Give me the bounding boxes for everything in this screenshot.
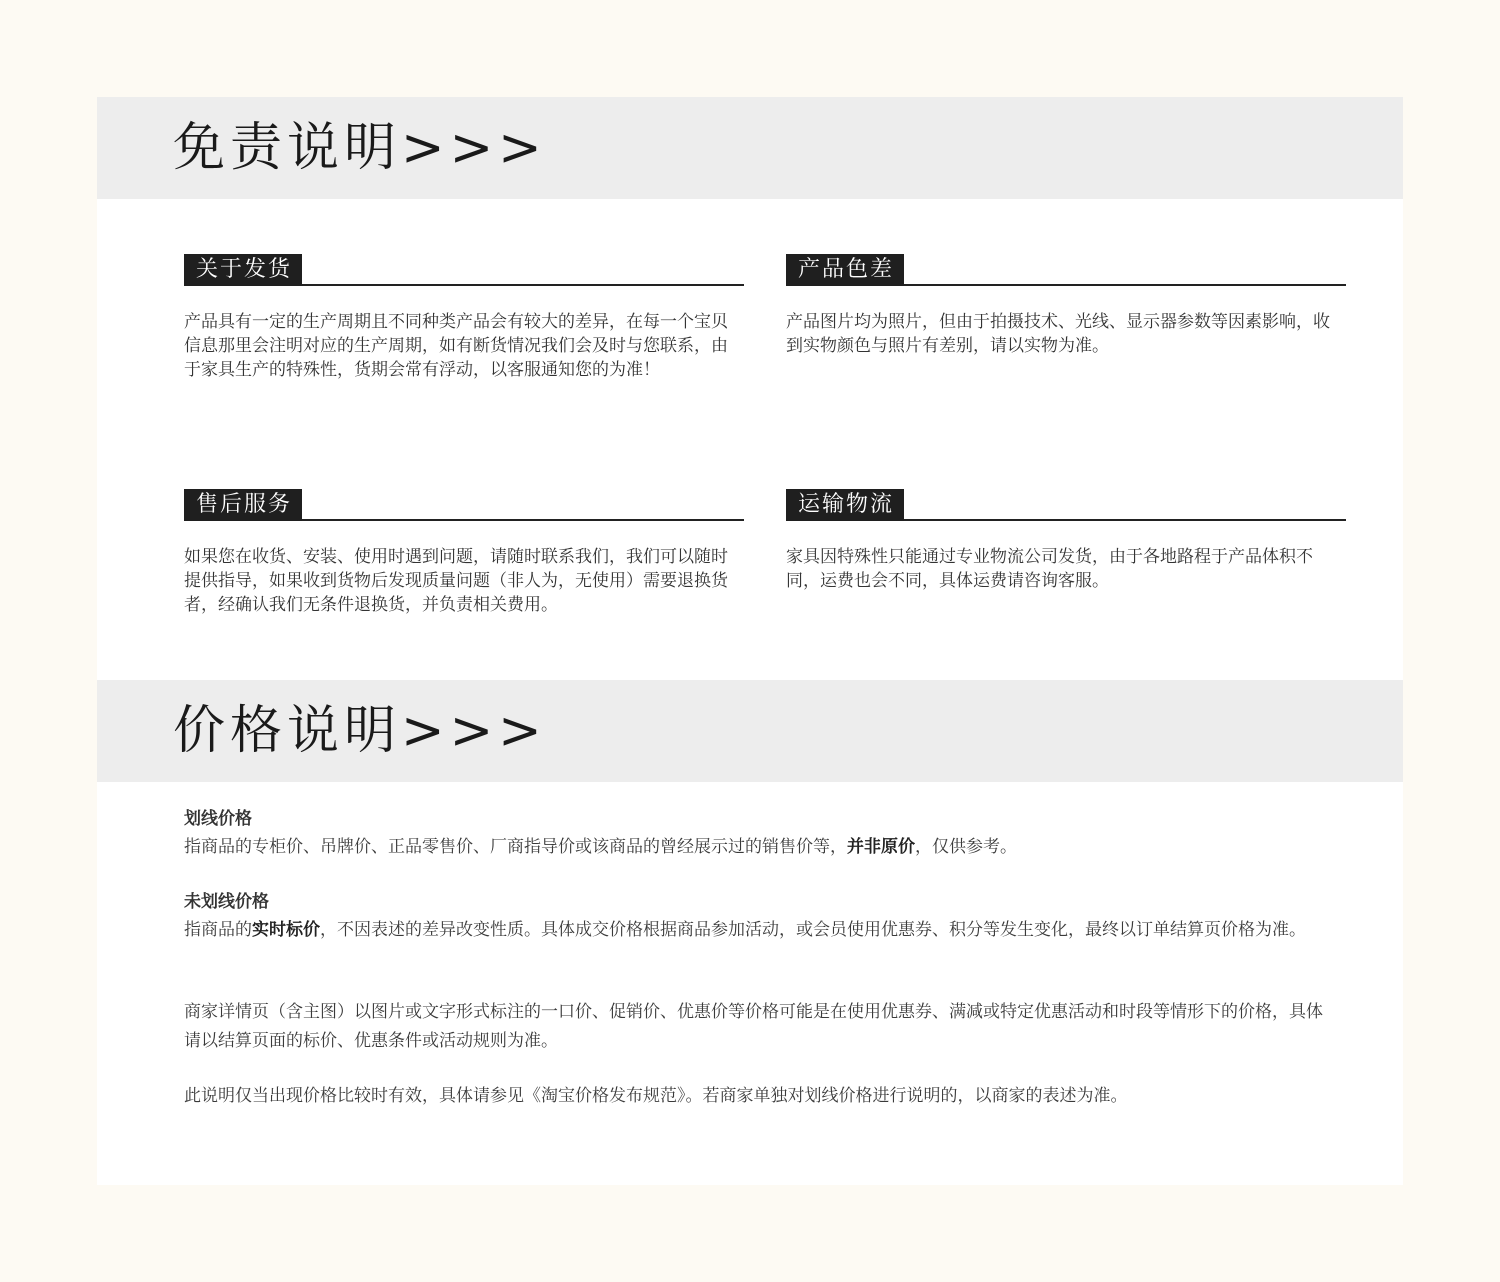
content-card	[97, 97, 1403, 1185]
price-header	[97, 680, 1403, 782]
logistics-text: 家具因特殊性只能通过专业物流公司发货，由于各地路程于产品体积不同，运费也会不同，具体运费请咨询客服。	[786, 547, 1313, 591]
price-title: 价格说明>>>	[173, 701, 547, 761]
color-difference-section-header	[786, 252, 1346, 286]
shipping-section-header	[184, 252, 744, 286]
color-difference-text: 产品图片均为照片，但由于拍摄技术、光线、显示器参数等因素影响，收到实物颜色与照片有差别，请以实物为准。	[786, 312, 1330, 356]
after-sales-tag: 售后服务	[184, 489, 302, 521]
disclaimer-title: 免责说明>>>	[173, 118, 547, 178]
realtime-price-emphasis: 实时标价	[252, 920, 320, 940]
merchant-price-block	[184, 998, 1334, 1056]
not-original-price-emphasis: 并非原价	[847, 837, 915, 857]
after-sales-section-header	[184, 487, 744, 521]
logistics-section-header	[786, 487, 1346, 521]
strikethrough-text-b: ，仅供参考。	[915, 837, 1017, 857]
logistics-tag: 运输物流	[786, 489, 904, 521]
color-difference-tag: 产品色差	[786, 254, 904, 286]
after-sales-section	[184, 487, 744, 617]
shipping-tag: 关于发货	[184, 254, 302, 286]
price-note-block	[184, 1082, 1334, 1111]
non-strikethrough-text	[184, 916, 1334, 945]
non-strikethrough-text-b: ，不因表述的差异改变性质。具体成交价格根据商品参加活动，或会员使用优惠券、积分等发生变化，最终以订单结算页价格为准。	[320, 920, 1306, 940]
after-sales-text: 如果您在收货、安装、使用时遇到问题，请随时联系我们，我们可以随时提供指导，如果收到货物后发现质量问题（非人为，无使用）需要退换货者，经确认我们无条件退换货，并负责相关费用。	[184, 547, 728, 615]
shipping-text: 产品具有一定的生产周期且不同种类产品会有较大的差异，在每一个宝贝信息那里会注明对应的生产周期，如有断货情况我们会及时与您联系，由于家具生产的特殊性，货期会常有浮动，以客服通知您的为准！	[184, 312, 728, 380]
strikethrough-price-block	[184, 805, 1334, 862]
strikethrough-heading: 划线价格	[184, 809, 252, 829]
strikethrough-text	[184, 833, 1334, 862]
non-strikethrough-price-block	[184, 888, 1334, 945]
strikethrough-text-a: 指商品的专柜价、吊牌价、正品零售价、厂商指导价或该商品的曾经展示过的销售价等，	[184, 837, 847, 857]
color-difference-section	[786, 252, 1346, 358]
merchant-text: 商家详情页（含主图）以图片或文字形式标注的一口价、促销价、优惠价等价格可能是在使用优惠券、满减或特定优惠活动和时段等情形下的价格，具体请以结算页面的标价、优惠条件或活动规则为准。	[184, 1002, 1323, 1051]
non-strikethrough-text-a: 指商品的	[184, 920, 252, 940]
non-strikethrough-heading: 未划线价格	[184, 892, 269, 912]
disclaimer-header	[97, 97, 1403, 199]
logistics-section	[786, 487, 1346, 593]
shipping-section	[184, 252, 744, 382]
price-note-text: 此说明仅当出现价格比较时有效，具体请参见《淘宝价格发布规范》。若商家单独对划线价格进行说明的，以商家的表述为准。	[184, 1086, 1128, 1106]
